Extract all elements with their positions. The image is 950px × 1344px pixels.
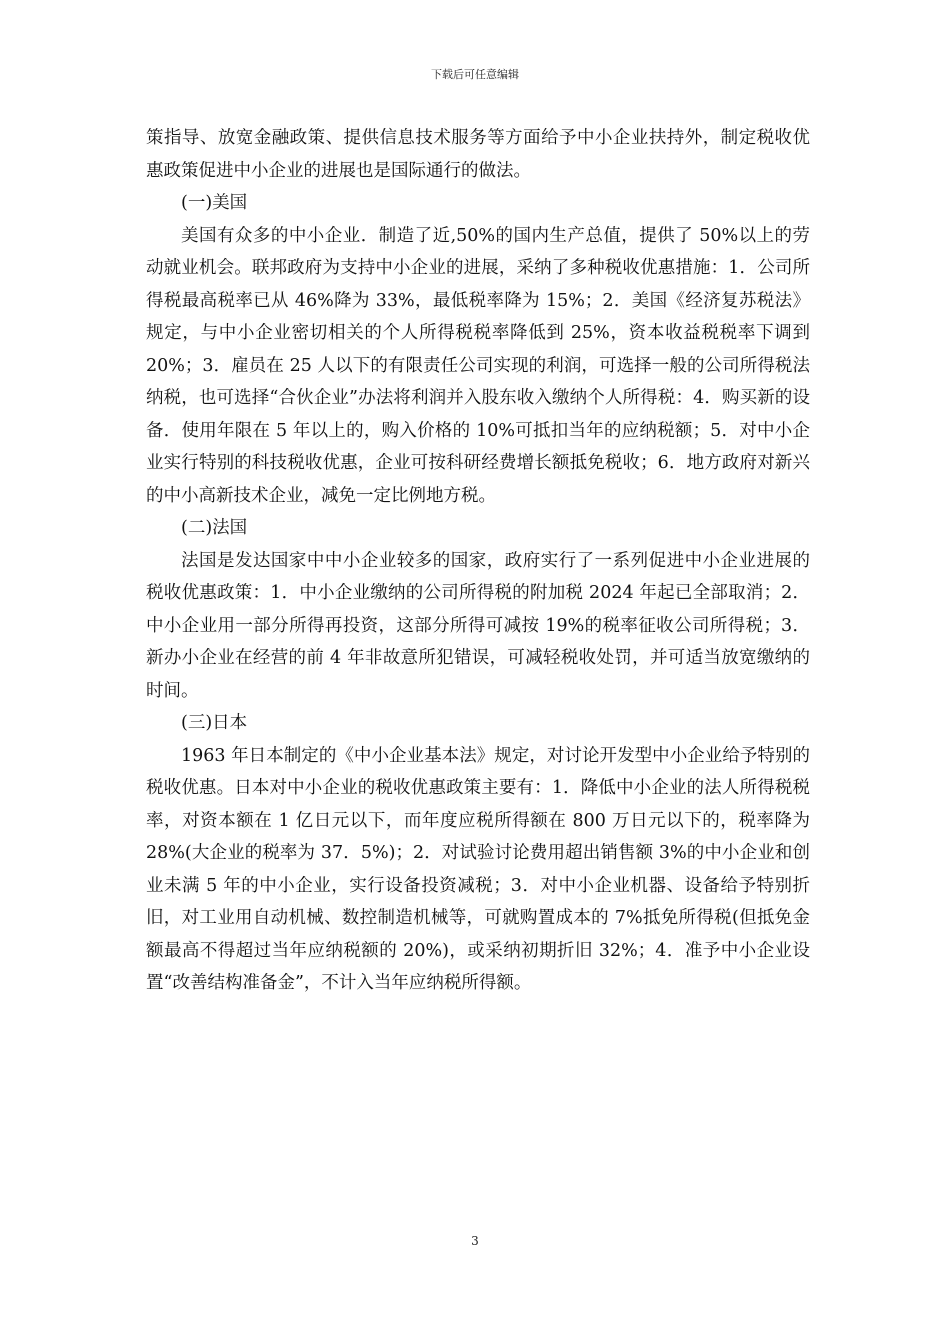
body-text — [146, 122, 810, 1000]
page-header: 下载后可任意编辑 — [431, 68, 519, 81]
section-heading-usa: (一)美国 — [181, 193, 248, 213]
paragraph-usa: 美国有众多的中小企业．制造了近,50%的国内生产总值，提供了 50%以上的劳动就业机会。联邦政府为支持中小企业的进展，采纳了多种税收优惠措施：1．公司所得税最高税率已从 46%降为 33%，最低税率降为 15%；2．美国《经济复苏税法》规定，与中小企业密切相关的个人所得税税率降低到 25%，资本收益税税率下调到 20%；3．雇员在 25 人以下的有限责任公司实现的利润，可选择一般的公司所得税法纳税，也可选择“合伙企业”办法将利润并入股东收入缴纳个人所得税：4．购买新的设备．使用年限在 5 年以上的，购入价格的 10%可抵扣当年的应纳税额；5．对中小企业实行特别的科技税收优惠，企业可按科研经费增长额抵免税收；6．地方政府对新兴的中小高新技术企业，减免一定比例地方税。 — [146, 225, 810, 506]
section-heading-japan: (三)日本 — [181, 713, 248, 733]
paragraph-intro-continuation: 策指导、放宽金融政策、提供信息技术服务等方面给予中小企业扶持外，制定税收优惠政策促进中小企业的进展也是国际通行的做法。 — [146, 128, 810, 181]
section-heading-france: (二)法国 — [181, 518, 248, 538]
paragraph-japan: 1963 年日本制定的《中小企业基本法》规定，对讨论开发型中小企业给予特别的税收优惠。日本对中小企业的税收优惠政策主要有：1．降低中小企业的法人所得税税率，对资本额在 1 亿日元以下，而年度应税所得额在 800 万日元以下的，税率降为 28%(大企业的税率为 37．5%)；2．对试验讨论费用超出销售额 3%的中小企业和创业未满 5 年的中小企业，实行设备投资减税；3．对中小企业机器、设备给予特别折旧，对工业用自动机械、数控制造机械等，可就购置成本的 7%抵免所得税(但抵免金额最高不得超过当年应纳税额的 20%)，或采纳初期折旧 32%；4．准予中小企业设置“改善结构准备金”，不计入当年应纳税所得额。 — [146, 745, 810, 993]
page-number: 3 — [471, 1234, 479, 1248]
paragraph-france: 法国是发达国家中中小企业较多的国家，政府实行了一系列促进中小企业进展的税收优惠政策：1．中小企业缴纳的公司所得税的附加税 2024 年起已全部取消；2．中小企业用一部分所得再投资，这部分所得可减按 19%的税率征收公司所得税；3．新办小企业在经营的前 4 年非故意所犯错误，可减轻税收处罚，并可适当放宽缴纳的时间。 — [146, 550, 810, 701]
